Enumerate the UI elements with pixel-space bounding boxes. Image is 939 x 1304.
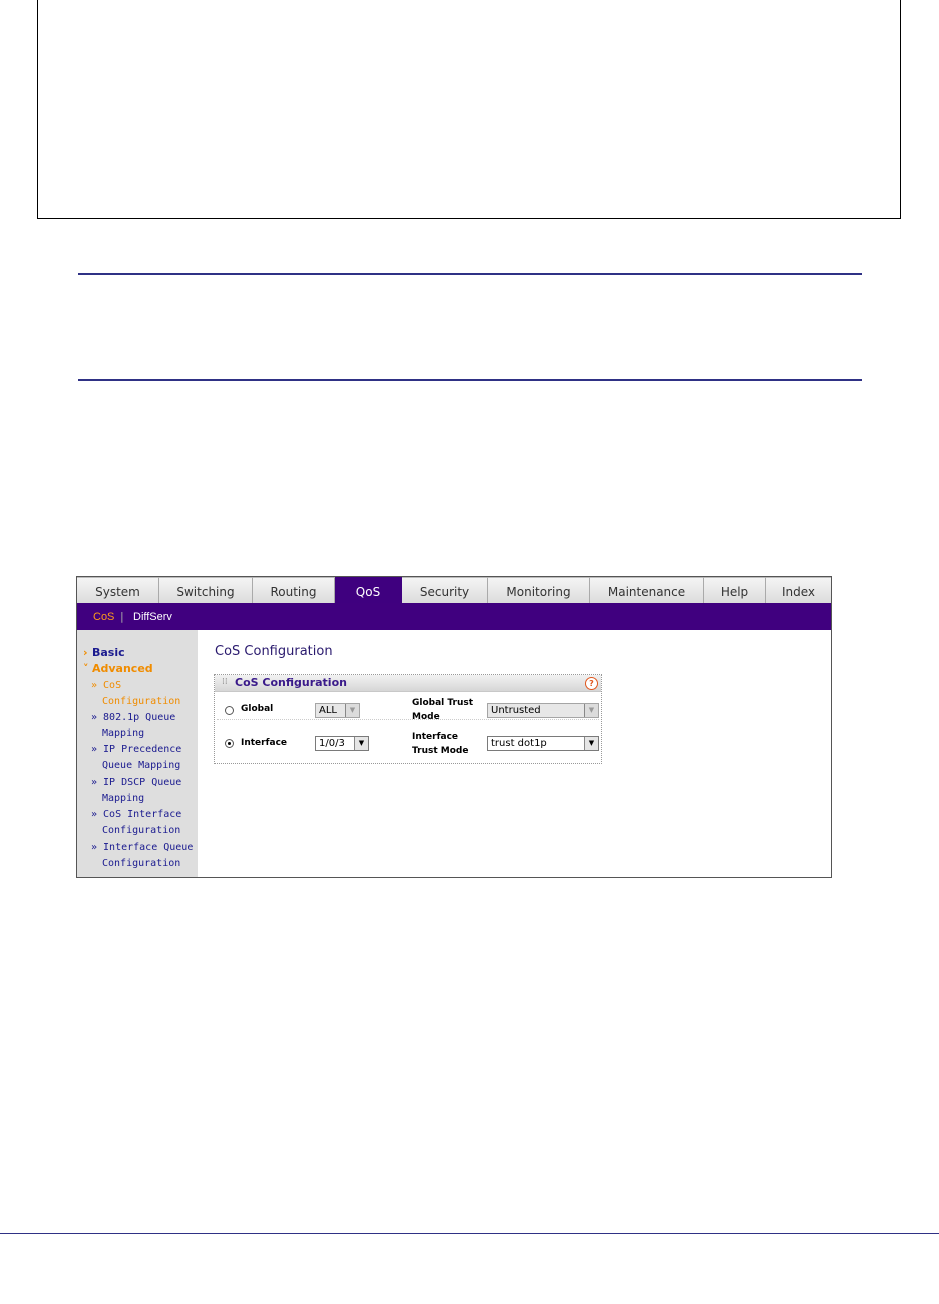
- sidebar: [77, 630, 198, 877]
- row-separator: [217, 719, 599, 720]
- screenshot-window: [76, 576, 832, 878]
- divider-bottom: [78, 379, 862, 381]
- tab-switching[interactable]: Switching: [159, 577, 253, 603]
- chevron-down-icon: ▼: [584, 704, 598, 717]
- global-trust-mode-label-line2: Mode: [412, 712, 440, 722]
- panel-header: [215, 675, 601, 692]
- interface-trust-mode-select[interactable]: trust dot1p ▼: [487, 736, 599, 751]
- main-tab-bar: [77, 577, 831, 603]
- tab-monitoring[interactable]: Monitoring: [488, 577, 590, 603]
- chevron-down-icon: ▼: [345, 704, 359, 717]
- global-trust-mode-select[interactable]: Untrusted ▼: [487, 703, 599, 718]
- sidebar-item-basic[interactable]: Basic: [92, 646, 125, 659]
- tab-help[interactable]: Help: [704, 577, 766, 603]
- divider-top: [78, 273, 862, 275]
- tab-security[interactable]: Security: [402, 577, 488, 603]
- tab-maintenance[interactable]: Maintenance: [590, 577, 704, 603]
- grip-icon: ⁞⁞: [222, 677, 228, 687]
- interface-trust-mode-label-line2: Trust Mode: [412, 746, 469, 756]
- footer-divider: [0, 1233, 939, 1234]
- sidebar-item-cos-configuration-line2[interactable]: Configuration: [102, 696, 181, 707]
- sidebar-item-cos-interface[interactable]: » CoS Interface: [91, 809, 182, 820]
- advanced-marker-icon: ˅: [83, 662, 89, 675]
- tab-index[interactable]: Index: [766, 577, 831, 603]
- global-trust-mode-label-line1: Global Trust: [412, 698, 474, 708]
- global-select[interactable]: ALL ▼: [315, 703, 360, 718]
- sidebar-item-8021p-queue-mapping-line2[interactable]: Mapping: [102, 728, 145, 739]
- chevron-down-icon: ▼: [354, 737, 368, 750]
- interface-select[interactable]: 1/0/3 ▼: [315, 736, 369, 751]
- content-area: [198, 630, 831, 877]
- chevron-down-icon: ▼: [584, 737, 598, 750]
- tab-qos[interactable]: QoS: [335, 577, 402, 603]
- sidebar-item-ip-precedence[interactable]: » IP Precedence: [91, 744, 182, 755]
- subnav-diffserv[interactable]: DiffServ: [133, 611, 172, 623]
- interface-radio[interactable]: [225, 739, 234, 748]
- basic-marker-icon: ›: [83, 646, 88, 659]
- sidebar-item-advanced[interactable]: Advanced: [92, 662, 153, 675]
- subnav-separator: |: [120, 610, 124, 623]
- tab-system[interactable]: System: [77, 577, 159, 603]
- top-frame-box: [37, 0, 901, 219]
- sub-nav-bar: [77, 603, 831, 630]
- sidebar-item-ip-dscp[interactable]: » IP DSCP Queue: [91, 777, 182, 788]
- panel-title: CoS Configuration: [235, 676, 347, 689]
- sidebar-item-8021p-queue-mapping[interactable]: » 802.1p Queue: [91, 712, 176, 723]
- sidebar-item-ip-dscp-line2[interactable]: Mapping: [102, 793, 145, 804]
- sidebar-item-interface-queue[interactable]: » Interface Queue: [91, 842, 194, 853]
- sidebar-item-ip-precedence-line2[interactable]: Queue Mapping: [102, 760, 181, 771]
- subnav-cos[interactable]: CoS: [93, 611, 115, 623]
- help-icon[interactable]: ?: [585, 677, 598, 690]
- page-title: CoS Configuration: [215, 644, 333, 659]
- sidebar-item-cos-configuration[interactable]: » CoS: [91, 680, 122, 691]
- global-label: Global: [241, 704, 274, 714]
- sidebar-item-cos-interface-line2[interactable]: Configuration: [102, 825, 181, 836]
- interface-trust-mode-label-line1: Interface: [412, 732, 459, 742]
- global-radio[interactable]: [225, 706, 234, 715]
- tab-routing[interactable]: Routing: [253, 577, 335, 603]
- cos-configuration-panel: [214, 674, 602, 764]
- sidebar-item-interface-queue-line2[interactable]: Configuration: [102, 858, 181, 869]
- interface-label: Interface: [241, 738, 288, 748]
